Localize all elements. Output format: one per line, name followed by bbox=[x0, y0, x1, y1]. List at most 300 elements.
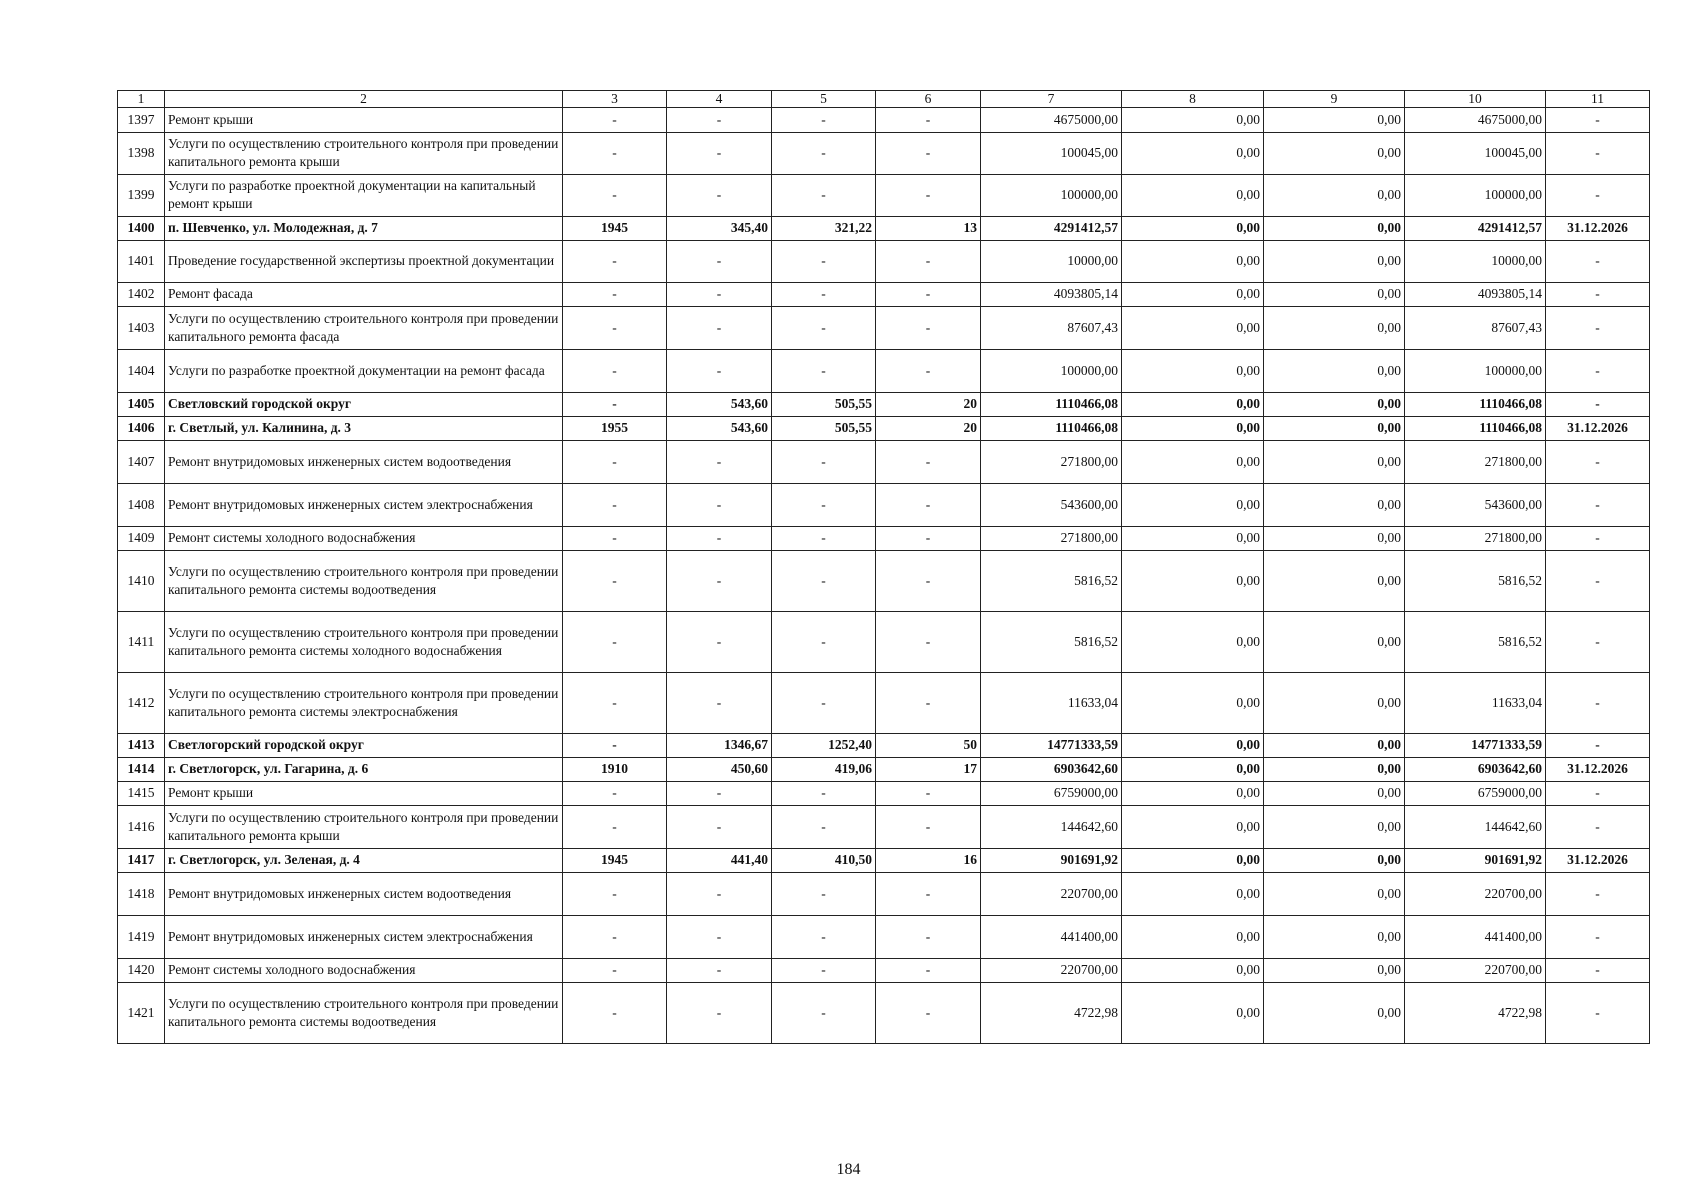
cost-col9-cell: 0,00 bbox=[1264, 132, 1405, 174]
area-total-cell: - bbox=[667, 982, 772, 1043]
column-number-cell: 5 bbox=[772, 91, 876, 108]
row-number-cell: 1402 bbox=[118, 282, 165, 306]
row-number-cell: 1416 bbox=[118, 805, 165, 848]
area-living-cell: - bbox=[772, 958, 876, 982]
cost-col10-cell: 100000,00 bbox=[1405, 174, 1546, 216]
row-number-cell: 1398 bbox=[118, 132, 165, 174]
area-living-cell: 1252,40 bbox=[772, 733, 876, 757]
column-number-cell: 8 bbox=[1122, 91, 1264, 108]
year-cell: - bbox=[563, 958, 667, 982]
row-number-cell: 1418 bbox=[118, 872, 165, 915]
row-number-cell: 1419 bbox=[118, 915, 165, 958]
area-total-cell: - bbox=[667, 672, 772, 733]
residents-cell: - bbox=[876, 611, 981, 672]
year-cell: - bbox=[563, 982, 667, 1043]
column-number-cell: 11 bbox=[1546, 91, 1650, 108]
residents-cell: - bbox=[876, 526, 981, 550]
year-cell: - bbox=[563, 440, 667, 483]
cost-total-cell: 271800,00 bbox=[981, 440, 1122, 483]
year-cell: 1955 bbox=[563, 416, 667, 440]
deadline-cell: - bbox=[1546, 174, 1650, 216]
cost-col8-cell: 0,00 bbox=[1122, 805, 1264, 848]
area-total-cell: - bbox=[667, 550, 772, 611]
work-name-cell: Услуги по осуществлению строительного контроля при проведении капитального ремонта системы холодного водоснабжения bbox=[165, 611, 563, 672]
cost-col9-cell: 0,00 bbox=[1264, 733, 1405, 757]
deadline-cell: - bbox=[1546, 872, 1650, 915]
cost-col8-cell: 0,00 bbox=[1122, 240, 1264, 282]
table-row bbox=[118, 416, 1650, 440]
cost-col8-cell: 0,00 bbox=[1122, 550, 1264, 611]
work-name-cell: Проведение государственной экспертизы проектной документации bbox=[165, 240, 563, 282]
deadline-cell: - bbox=[1546, 958, 1650, 982]
cost-total-cell: 271800,00 bbox=[981, 526, 1122, 550]
work-name-cell: Услуги по осуществлению строительного контроля при проведении капитального ремонта системы водоотведения bbox=[165, 982, 563, 1043]
cost-col9-cell: 0,00 bbox=[1264, 240, 1405, 282]
area-living-cell: - bbox=[772, 240, 876, 282]
cost-col10-cell: 10000,00 bbox=[1405, 240, 1546, 282]
row-number-cell: 1401 bbox=[118, 240, 165, 282]
year-cell: - bbox=[563, 306, 667, 349]
deadline-cell: - bbox=[1546, 526, 1650, 550]
cost-col10-cell: 4291412,57 bbox=[1405, 216, 1546, 240]
cost-col10-cell: 4093805,14 bbox=[1405, 282, 1546, 306]
cost-col10-cell: 87607,43 bbox=[1405, 306, 1546, 349]
work-name-cell: г. Светлогорск, ул. Зеленая, д. 4 bbox=[165, 848, 563, 872]
row-number-cell: 1397 bbox=[118, 107, 165, 132]
cost-col8-cell: 0,00 bbox=[1122, 781, 1264, 805]
area-total-cell: - bbox=[667, 526, 772, 550]
cost-total-cell: 1110466,08 bbox=[981, 392, 1122, 416]
cost-col8-cell: 0,00 bbox=[1122, 958, 1264, 982]
deadline-cell: - bbox=[1546, 915, 1650, 958]
cost-col10-cell: 6759000,00 bbox=[1405, 781, 1546, 805]
area-living-cell: - bbox=[772, 915, 876, 958]
residents-cell: 13 bbox=[876, 216, 981, 240]
column-number-cell: 7 bbox=[981, 91, 1122, 108]
cost-col8-cell: 0,00 bbox=[1122, 174, 1264, 216]
cost-col9-cell: 0,00 bbox=[1264, 174, 1405, 216]
row-number-cell: 1406 bbox=[118, 416, 165, 440]
deadline-cell: 31.12.2026 bbox=[1546, 848, 1650, 872]
cost-total-cell: 901691,92 bbox=[981, 848, 1122, 872]
row-number-cell: 1405 bbox=[118, 392, 165, 416]
cost-col9-cell: 0,00 bbox=[1264, 982, 1405, 1043]
deadline-cell: - bbox=[1546, 282, 1650, 306]
cost-col9-cell: 0,00 bbox=[1264, 349, 1405, 392]
cost-col8-cell: 0,00 bbox=[1122, 872, 1264, 915]
work-name-cell: Услуги по разработке проектной документации на капитальный ремонт крыши bbox=[165, 174, 563, 216]
table-row bbox=[118, 781, 1650, 805]
row-number-cell: 1420 bbox=[118, 958, 165, 982]
deadline-cell: 31.12.2026 bbox=[1546, 416, 1650, 440]
cost-col9-cell: 0,00 bbox=[1264, 611, 1405, 672]
residents-cell: 16 bbox=[876, 848, 981, 872]
residents-cell: - bbox=[876, 107, 981, 132]
area-total-cell: 543,60 bbox=[667, 416, 772, 440]
work-name-cell: Услуги по осуществлению строительного контроля при проведении капитального ремонта системы водоотведения bbox=[165, 550, 563, 611]
work-name-cell: п. Шевченко, ул. Молодежная, д. 7 bbox=[165, 216, 563, 240]
year-cell: - bbox=[563, 672, 667, 733]
deadline-cell: - bbox=[1546, 132, 1650, 174]
year-cell: - bbox=[563, 107, 667, 132]
table-row bbox=[118, 174, 1650, 216]
year-cell: - bbox=[563, 349, 667, 392]
cost-col10-cell: 11633,04 bbox=[1405, 672, 1546, 733]
residents-cell: - bbox=[876, 672, 981, 733]
cost-total-cell: 5816,52 bbox=[981, 550, 1122, 611]
work-name-cell: Ремонт внутридомовых инженерных систем электроснабжения bbox=[165, 483, 563, 526]
cost-total-cell: 144642,60 bbox=[981, 805, 1122, 848]
area-living-cell: - bbox=[772, 872, 876, 915]
work-name-cell: Светловский городской округ bbox=[165, 392, 563, 416]
cost-col8-cell: 0,00 bbox=[1122, 611, 1264, 672]
cost-col9-cell: 0,00 bbox=[1264, 483, 1405, 526]
area-living-cell: - bbox=[772, 483, 876, 526]
cost-total-cell: 4291412,57 bbox=[981, 216, 1122, 240]
cost-col10-cell: 1110466,08 bbox=[1405, 416, 1546, 440]
residents-cell: - bbox=[876, 483, 981, 526]
cost-col9-cell: 0,00 bbox=[1264, 416, 1405, 440]
area-living-cell: - bbox=[772, 781, 876, 805]
cost-col10-cell: 441400,00 bbox=[1405, 915, 1546, 958]
table-row bbox=[118, 282, 1650, 306]
year-cell: - bbox=[563, 483, 667, 526]
table-row bbox=[118, 805, 1650, 848]
area-living-cell: - bbox=[772, 982, 876, 1043]
cost-col9-cell: 0,00 bbox=[1264, 107, 1405, 132]
deadline-cell: - bbox=[1546, 107, 1650, 132]
cost-col10-cell: 4722,98 bbox=[1405, 982, 1546, 1043]
cost-col8-cell: 0,00 bbox=[1122, 982, 1264, 1043]
table-row bbox=[118, 958, 1650, 982]
cost-col9-cell: 0,00 bbox=[1264, 672, 1405, 733]
cost-col10-cell: 100000,00 bbox=[1405, 349, 1546, 392]
area-total-cell: - bbox=[667, 958, 772, 982]
table-body bbox=[118, 107, 1650, 1043]
area-total-cell: - bbox=[667, 174, 772, 216]
work-name-cell: Услуги по осуществлению строительного контроля при проведении капитального ремонта системы электроснабжения bbox=[165, 672, 563, 733]
row-number-cell: 1407 bbox=[118, 440, 165, 483]
table-row bbox=[118, 672, 1650, 733]
table-row bbox=[118, 915, 1650, 958]
area-living-cell: - bbox=[772, 107, 876, 132]
area-total-cell: 441,40 bbox=[667, 848, 772, 872]
area-living-cell: 321,22 bbox=[772, 216, 876, 240]
cost-col10-cell: 5816,52 bbox=[1405, 550, 1546, 611]
cost-col10-cell: 271800,00 bbox=[1405, 526, 1546, 550]
deadline-cell: - bbox=[1546, 349, 1650, 392]
cost-col10-cell: 144642,60 bbox=[1405, 805, 1546, 848]
area-living-cell: - bbox=[772, 174, 876, 216]
residents-cell: - bbox=[876, 349, 981, 392]
page-number: 184 bbox=[836, 1161, 861, 1178]
cost-col8-cell: 0,00 bbox=[1122, 392, 1264, 416]
area-total-cell: - bbox=[667, 611, 772, 672]
cost-total-cell: 100000,00 bbox=[981, 349, 1122, 392]
area-living-cell: - bbox=[772, 132, 876, 174]
work-name-cell: Услуги по осуществлению строительного контроля при проведении капитального ремонта крыши bbox=[165, 805, 563, 848]
row-number-cell: 1403 bbox=[118, 306, 165, 349]
area-living-cell: 505,55 bbox=[772, 392, 876, 416]
table-row bbox=[118, 526, 1650, 550]
year-cell: - bbox=[563, 392, 667, 416]
area-living-cell: - bbox=[772, 611, 876, 672]
cost-col10-cell: 4675000,00 bbox=[1405, 107, 1546, 132]
cost-total-cell: 4675000,00 bbox=[981, 107, 1122, 132]
area-total-cell: 1346,67 bbox=[667, 733, 772, 757]
cost-total-cell: 543600,00 bbox=[981, 483, 1122, 526]
area-total-cell: 450,60 bbox=[667, 757, 772, 781]
area-total-cell: - bbox=[667, 440, 772, 483]
work-name-cell: Ремонт фасада bbox=[165, 282, 563, 306]
cost-col9-cell: 0,00 bbox=[1264, 872, 1405, 915]
row-number-cell: 1399 bbox=[118, 174, 165, 216]
cost-col9-cell: 0,00 bbox=[1264, 440, 1405, 483]
deadline-cell: - bbox=[1546, 982, 1650, 1043]
year-cell: - bbox=[563, 781, 667, 805]
row-number-cell: 1411 bbox=[118, 611, 165, 672]
work-name-cell: Ремонт внутридомовых инженерных систем водоотведения bbox=[165, 872, 563, 915]
residents-cell: - bbox=[876, 240, 981, 282]
area-total-cell: - bbox=[667, 282, 772, 306]
area-total-cell: - bbox=[667, 107, 772, 132]
area-total-cell: - bbox=[667, 915, 772, 958]
residents-cell: 17 bbox=[876, 757, 981, 781]
cost-col9-cell: 0,00 bbox=[1264, 392, 1405, 416]
column-number-cell: 1 bbox=[118, 91, 165, 108]
cost-col8-cell: 0,00 bbox=[1122, 132, 1264, 174]
cost-col10-cell: 100045,00 bbox=[1405, 132, 1546, 174]
cost-col9-cell: 0,00 bbox=[1264, 781, 1405, 805]
cost-total-cell: 11633,04 bbox=[981, 672, 1122, 733]
row-number-cell: 1412 bbox=[118, 672, 165, 733]
work-name-cell: Услуги по осуществлению строительного контроля при проведении капитального ремонта фасада bbox=[165, 306, 563, 349]
cost-total-cell: 10000,00 bbox=[981, 240, 1122, 282]
cost-col8-cell: 0,00 bbox=[1122, 526, 1264, 550]
year-cell: - bbox=[563, 282, 667, 306]
cost-col10-cell: 901691,92 bbox=[1405, 848, 1546, 872]
row-number-cell: 1414 bbox=[118, 757, 165, 781]
residents-cell: 50 bbox=[876, 733, 981, 757]
area-living-cell: - bbox=[772, 550, 876, 611]
cost-col8-cell: 0,00 bbox=[1122, 216, 1264, 240]
cost-col9-cell: 0,00 bbox=[1264, 550, 1405, 611]
residents-cell: - bbox=[876, 982, 981, 1043]
column-number-cell: 6 bbox=[876, 91, 981, 108]
residents-cell: - bbox=[876, 805, 981, 848]
year-cell: - bbox=[563, 733, 667, 757]
column-number-cell: 4 bbox=[667, 91, 772, 108]
cost-col8-cell: 0,00 bbox=[1122, 440, 1264, 483]
deadline-cell: - bbox=[1546, 733, 1650, 757]
year-cell: 1910 bbox=[563, 757, 667, 781]
cost-col8-cell: 0,00 bbox=[1122, 282, 1264, 306]
area-total-cell: - bbox=[667, 132, 772, 174]
row-number-cell: 1415 bbox=[118, 781, 165, 805]
area-total-cell: 345,40 bbox=[667, 216, 772, 240]
residents-cell: 20 bbox=[876, 416, 981, 440]
work-name-cell: г. Светлый, ул. Калинина, д. 3 bbox=[165, 416, 563, 440]
column-number-cell: 3 bbox=[563, 91, 667, 108]
area-total-cell: - bbox=[667, 240, 772, 282]
cost-total-cell: 220700,00 bbox=[981, 872, 1122, 915]
row-number-cell: 1421 bbox=[118, 982, 165, 1043]
column-number-row bbox=[118, 91, 1650, 108]
row-number-cell: 1409 bbox=[118, 526, 165, 550]
column-number-cell: 2 bbox=[165, 91, 563, 108]
row-number-cell: 1408 bbox=[118, 483, 165, 526]
cost-col10-cell: 543600,00 bbox=[1405, 483, 1546, 526]
cost-total-cell: 100000,00 bbox=[981, 174, 1122, 216]
area-living-cell: - bbox=[772, 672, 876, 733]
work-name-cell: Ремонт крыши bbox=[165, 107, 563, 132]
cost-total-cell: 4722,98 bbox=[981, 982, 1122, 1043]
cost-col8-cell: 0,00 bbox=[1122, 349, 1264, 392]
cost-col10-cell: 271800,00 bbox=[1405, 440, 1546, 483]
cost-col8-cell: 0,00 bbox=[1122, 672, 1264, 733]
cost-col10-cell: 5816,52 bbox=[1405, 611, 1546, 672]
cost-col9-cell: 0,00 bbox=[1264, 848, 1405, 872]
deadline-cell: - bbox=[1546, 805, 1650, 848]
year-cell: - bbox=[563, 805, 667, 848]
deadline-cell: - bbox=[1546, 611, 1650, 672]
residents-cell: - bbox=[876, 550, 981, 611]
cost-col8-cell: 0,00 bbox=[1122, 107, 1264, 132]
deadline-cell: - bbox=[1546, 483, 1650, 526]
area-total-cell: - bbox=[667, 781, 772, 805]
year-cell: 1945 bbox=[563, 848, 667, 872]
residents-cell: - bbox=[876, 132, 981, 174]
area-total-cell: - bbox=[667, 805, 772, 848]
table-row bbox=[118, 848, 1650, 872]
year-cell: - bbox=[563, 526, 667, 550]
residents-cell: - bbox=[876, 174, 981, 216]
cost-col9-cell: 0,00 bbox=[1264, 915, 1405, 958]
cost-col8-cell: 0,00 bbox=[1122, 848, 1264, 872]
year-cell: - bbox=[563, 550, 667, 611]
table-row bbox=[118, 216, 1650, 240]
table-row bbox=[118, 306, 1650, 349]
cost-total-cell: 6903642,60 bbox=[981, 757, 1122, 781]
deadline-cell: - bbox=[1546, 672, 1650, 733]
deadline-cell: - bbox=[1546, 550, 1650, 611]
program-table-sheet bbox=[117, 90, 1649, 1044]
table-row bbox=[118, 872, 1650, 915]
table-row bbox=[118, 240, 1650, 282]
area-living-cell: 410,50 bbox=[772, 848, 876, 872]
cost-col9-cell: 0,00 bbox=[1264, 526, 1405, 550]
table-row bbox=[118, 349, 1650, 392]
year-cell: - bbox=[563, 132, 667, 174]
area-living-cell: - bbox=[772, 805, 876, 848]
cost-col8-cell: 0,00 bbox=[1122, 757, 1264, 781]
cost-col9-cell: 0,00 bbox=[1264, 216, 1405, 240]
row-number-cell: 1413 bbox=[118, 733, 165, 757]
year-cell: - bbox=[563, 611, 667, 672]
cost-total-cell: 4093805,14 bbox=[981, 282, 1122, 306]
cost-col9-cell: 0,00 bbox=[1264, 958, 1405, 982]
cost-col10-cell: 220700,00 bbox=[1405, 872, 1546, 915]
residents-cell: - bbox=[876, 306, 981, 349]
area-total-cell: - bbox=[667, 306, 772, 349]
cost-total-cell: 87607,43 bbox=[981, 306, 1122, 349]
work-name-cell: Услуги по осуществлению строительного контроля при проведении капитального ремонта крыши bbox=[165, 132, 563, 174]
cost-total-cell: 441400,00 bbox=[981, 915, 1122, 958]
year-cell: - bbox=[563, 872, 667, 915]
cost-total-cell: 220700,00 bbox=[981, 958, 1122, 982]
row-number-cell: 1404 bbox=[118, 349, 165, 392]
table-row bbox=[118, 982, 1650, 1043]
cost-col10-cell: 14771333,59 bbox=[1405, 733, 1546, 757]
residents-cell: - bbox=[876, 781, 981, 805]
cost-col9-cell: 0,00 bbox=[1264, 805, 1405, 848]
work-name-cell: Ремонт внутридомовых инженерных систем электроснабжения bbox=[165, 915, 563, 958]
year-cell: - bbox=[563, 174, 667, 216]
cost-col8-cell: 0,00 bbox=[1122, 416, 1264, 440]
cost-col9-cell: 0,00 bbox=[1264, 282, 1405, 306]
column-number-cell: 9 bbox=[1264, 91, 1405, 108]
area-total-cell: - bbox=[667, 483, 772, 526]
column-number-cell: 10 bbox=[1405, 91, 1546, 108]
table-row bbox=[118, 107, 1650, 132]
table-row bbox=[118, 757, 1650, 781]
row-number-cell: 1400 bbox=[118, 216, 165, 240]
residents-cell: - bbox=[876, 282, 981, 306]
residents-cell: 20 bbox=[876, 392, 981, 416]
program-table bbox=[117, 90, 1650, 1044]
row-number-cell: 1410 bbox=[118, 550, 165, 611]
deadline-cell: - bbox=[1546, 781, 1650, 805]
residents-cell: - bbox=[876, 915, 981, 958]
cost-col8-cell: 0,00 bbox=[1122, 483, 1264, 526]
cost-col9-cell: 0,00 bbox=[1264, 757, 1405, 781]
area-living-cell: - bbox=[772, 526, 876, 550]
deadline-cell: 31.12.2026 bbox=[1546, 216, 1650, 240]
table-row bbox=[118, 733, 1650, 757]
cost-total-cell: 1110466,08 bbox=[981, 416, 1122, 440]
cost-total-cell: 6759000,00 bbox=[981, 781, 1122, 805]
deadline-cell: - bbox=[1546, 306, 1650, 349]
residents-cell: - bbox=[876, 872, 981, 915]
table-row bbox=[118, 550, 1650, 611]
residents-cell: - bbox=[876, 958, 981, 982]
cost-total-cell: 100045,00 bbox=[981, 132, 1122, 174]
work-name-cell: Светлогорский городской округ bbox=[165, 733, 563, 757]
deadline-cell: - bbox=[1546, 440, 1650, 483]
work-name-cell: Ремонт системы холодного водоснабжения bbox=[165, 958, 563, 982]
work-name-cell: Ремонт крыши bbox=[165, 781, 563, 805]
work-name-cell: г. Светлогорск, ул. Гагарина, д. 6 bbox=[165, 757, 563, 781]
cost-total-cell: 14771333,59 bbox=[981, 733, 1122, 757]
year-cell: - bbox=[563, 915, 667, 958]
work-name-cell: Услуги по разработке проектной документации на ремонт фасада bbox=[165, 349, 563, 392]
deadline-cell: 31.12.2026 bbox=[1546, 757, 1650, 781]
row-number-cell: 1417 bbox=[118, 848, 165, 872]
cost-col10-cell: 6903642,60 bbox=[1405, 757, 1546, 781]
area-living-cell: 505,55 bbox=[772, 416, 876, 440]
area-total-cell: - bbox=[667, 872, 772, 915]
work-name-cell: Ремонт системы холодного водоснабжения bbox=[165, 526, 563, 550]
area-living-cell: - bbox=[772, 282, 876, 306]
area-living-cell: 419,06 bbox=[772, 757, 876, 781]
area-living-cell: - bbox=[772, 306, 876, 349]
table-row bbox=[118, 611, 1650, 672]
cost-total-cell: 5816,52 bbox=[981, 611, 1122, 672]
deadline-cell: - bbox=[1546, 392, 1650, 416]
area-total-cell: - bbox=[667, 349, 772, 392]
year-cell: - bbox=[563, 240, 667, 282]
table-row bbox=[118, 132, 1650, 174]
